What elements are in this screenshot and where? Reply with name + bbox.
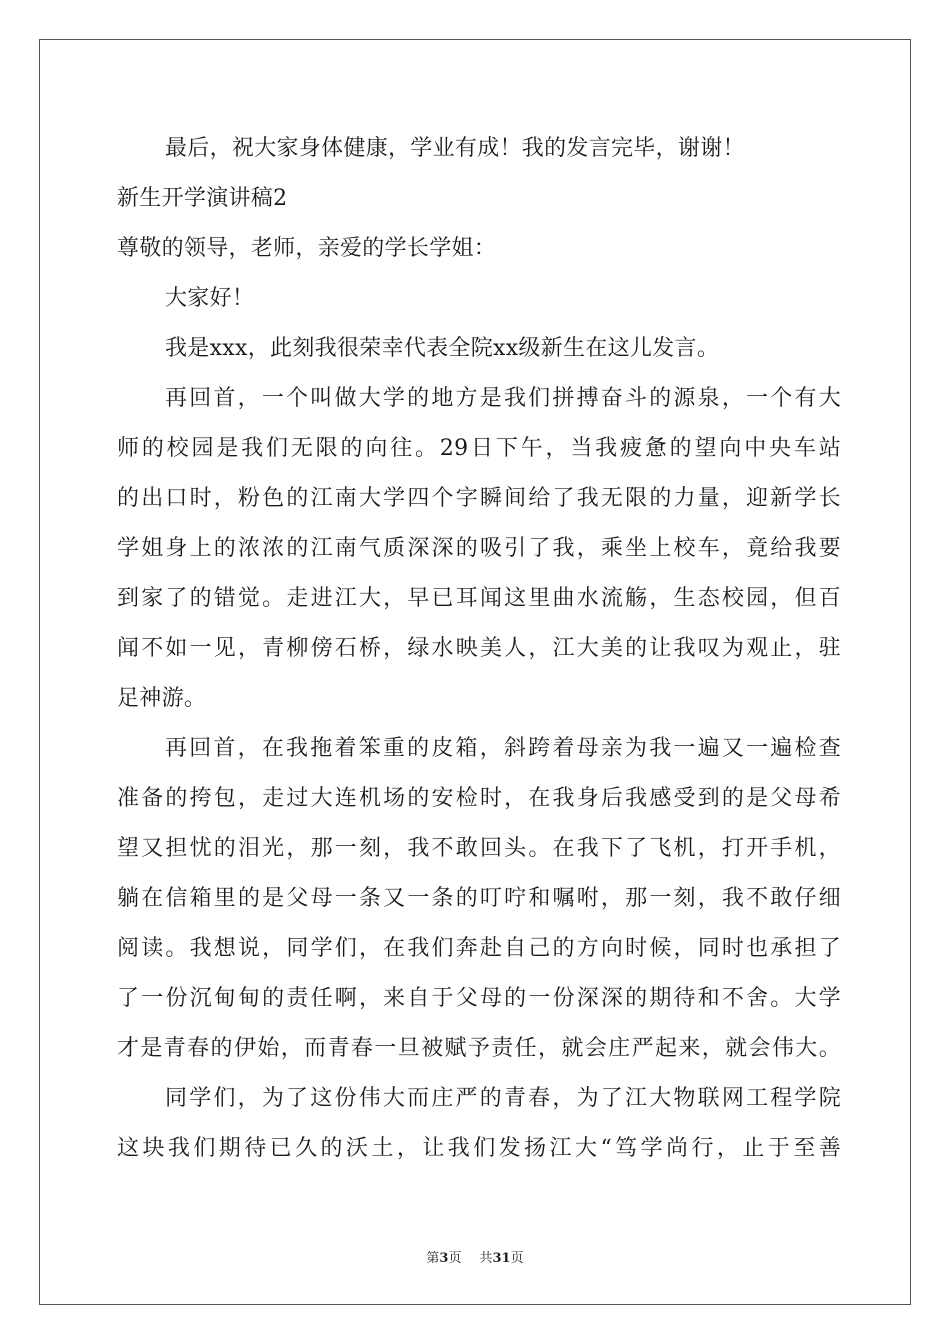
text-line: 再回首，在我拖着笨重的皮箱，斜跨着母亲为我一遍又一遍检查 [165, 736, 841, 761]
footer-current-page: 3 [439, 1251, 449, 1266]
text-line: 了一份沉甸甸的责任啊，来自于父母的一份深深的期待和不舍。大学 [117, 986, 841, 1011]
footer-page-unit: 页 [448, 1251, 462, 1266]
footer-total-prefix: 共 [479, 1251, 493, 1266]
text-line: 这块我们期待已久的沃土，让我们发扬江大“笃学尚行，止于至善 [117, 1136, 841, 1161]
text-line: 尊敬的领导，老师，亲爱的学长学姐： [117, 236, 497, 261]
text-line: 师的校园是我们无限的向往。29日下午，当我疲惫的望向中央车站 [117, 436, 841, 461]
page-footer [0, 1247, 950, 1266]
text-line: 新生开学演讲稿2 [117, 186, 288, 211]
text-line: 阅读。我想说，同学们，在我们奔赴自己的方向时候，同时也承担了 [117, 936, 841, 961]
text-line: 望又担忧的泪光，那一刻，我不敢回头。在我下了飞机，打开手机， [117, 836, 841, 861]
text-line: 学姐身上的浓浓的江南气质深深的吸引了我，乘坐上校车，竟给我要 [117, 536, 841, 561]
text-line: 准备的挎包，走过大连机场的安检时，在我身后我感受到的是父母希 [117, 786, 841, 811]
footer-total-unit: 页 [510, 1251, 524, 1266]
text-line: 大家好！ [165, 286, 255, 311]
text-line: 再回首，一个叫做大学的地方是我们拼搏奋斗的源泉，一个有大 [165, 386, 841, 411]
text-line: 躺在信箱里的是父母一条又一条的叮咛和嘱咐，那一刻，我不敢仔细 [117, 886, 841, 911]
text-line: 同学们，为了这份伟大而庄严的青春，为了江大物联网工程学院 [165, 1086, 841, 1111]
document-body [117, 124, 841, 1174]
footer-total-pages: 31 [492, 1251, 511, 1266]
text-line: 闻不如一见，青柳傍石桥，绿水映美人，江大美的让我叹为观止，驻 [117, 636, 841, 661]
text-line: 我是xxx，此刻我很荣幸代表全院xx级新生在这儿发言。 [165, 336, 720, 361]
text-line: 到家了的错觉。走进江大，早已耳闻这里曲水流觞，生态校园，但百 [117, 586, 841, 611]
text-line: 足神游。 [117, 686, 207, 711]
footer-prefix: 第 [426, 1251, 440, 1266]
text-line: 的出口时，粉色的江南大学四个字瞬间给了我无限的力量，迎新学长 [117, 486, 841, 511]
text-line: 才是青春的伊始，而青春一旦被赋予责任，就会庄严起来，就会伟大。 [117, 1036, 841, 1061]
text-line: 最后，祝大家身体健康，学业有成！我的发言完毕，谢谢！ [165, 136, 745, 161]
